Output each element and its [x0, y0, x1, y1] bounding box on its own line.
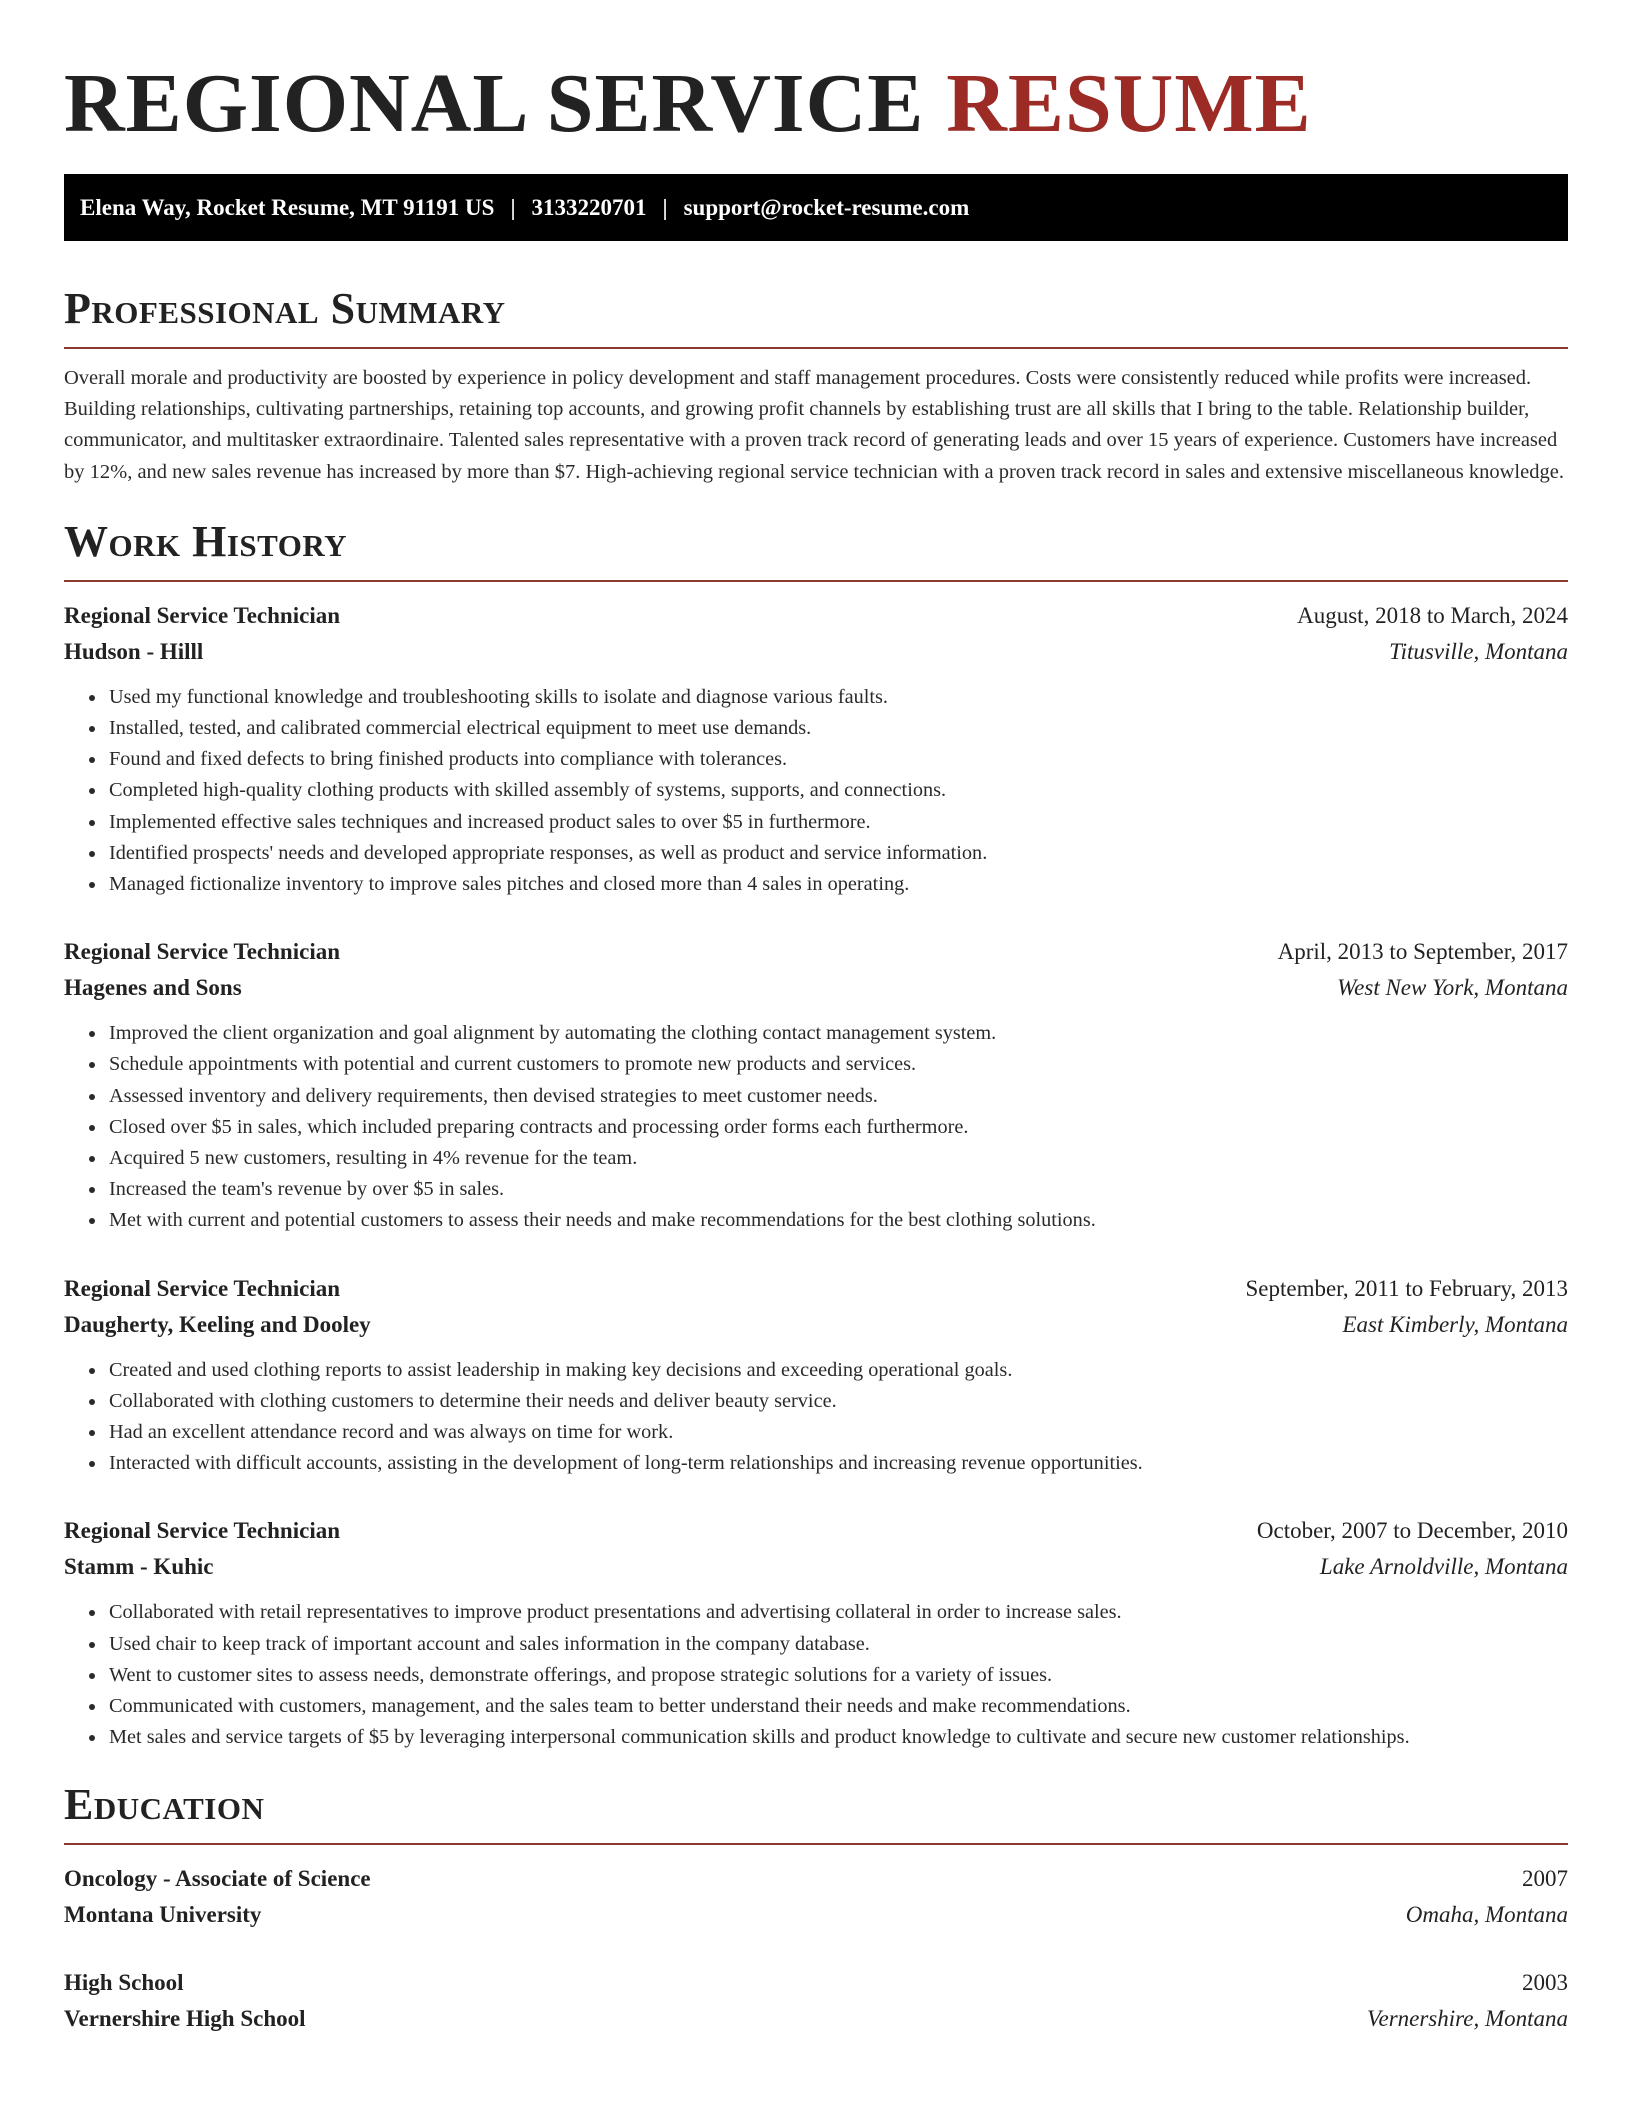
job-bullet: • Implemented effective sales techniques and increased product sales to over $5 in furthermore.: [107, 807, 1568, 838]
job-bullet: • Acquired 5 new customers, resulting in 4% revenue for the team.: [107, 1143, 1568, 1174]
education-degree: High School: [64, 1970, 184, 1996]
job-company: Hagenes and Sons: [64, 975, 242, 1001]
education-heading: Education: [64, 1779, 1568, 1845]
job-title: Regional Service Technician: [64, 939, 340, 965]
job-bullet: • Improved the client organization and goal alignment by automating the clothing contact management system.: [107, 1018, 1568, 1049]
job-bullets: [64, 1355, 1568, 1480]
work-history-section: [64, 516, 1568, 1754]
job-location: Titusville, Montana: [1389, 638, 1568, 664]
job-bullet: • Schedule appointments with potential and current customers to promote new products and services.: [107, 1049, 1568, 1080]
job-bullets: [64, 682, 1568, 900]
contact-separator: |: [510, 194, 516, 220]
education-school: Vernershire High School: [64, 2006, 306, 2032]
job-bullet: • Collaborated with retail representatives to improve product presentations and advertising collateral in order to increase sales.: [107, 1597, 1568, 1628]
contact-separator: |: [662, 194, 668, 220]
job-title: Regional Service Technician: [64, 602, 340, 628]
job-dates: April, 2013 to September, 2017: [1277, 939, 1568, 965]
contact-address: Elena Way, Rocket Resume, MT 91191 US: [80, 194, 495, 220]
job-entry: [64, 1271, 1568, 1480]
job-bullets: [64, 1018, 1568, 1236]
job-location: Lake Arnoldville, Montana: [1319, 1554, 1568, 1580]
contact-phone: 3133220701: [531, 194, 647, 220]
education-entry: [64, 1861, 1568, 1933]
title-accent: RESUME: [946, 57, 1312, 150]
job-bullet: • Communicated with customers, management, and the sales team to better understand their needs and make recommendations.: [107, 1691, 1568, 1722]
job-bullet: • Assessed inventory and delivery requirements, then devised strategies to meet customer needs.: [107, 1081, 1568, 1112]
education-section: [64, 1779, 1568, 2037]
job-bullet: • Met sales and service targets of $5 by leveraging interpersonal communication skills and product knowledge to cultivate and secure new customer relationships.: [107, 1722, 1568, 1753]
education-entry: [64, 1965, 1568, 2037]
summary-section: [64, 283, 1568, 488]
summary-heading: Professional Summary: [64, 283, 1568, 349]
education-location: Omaha, Montana: [1405, 1902, 1568, 1928]
job-dates: October, 2007 to December, 2010: [1256, 1518, 1568, 1544]
job-bullet: • Installed, tested, and calibrated commercial electrical equipment to meet use demands.: [107, 713, 1568, 744]
job-bullet: • Completed high-quality clothing products with skilled assembly of systems, supports, and connections.: [107, 775, 1568, 806]
work-history-heading: Work History: [64, 516, 1568, 582]
job-bullet: • Had an excellent attendance record and was always on time for work.: [107, 1417, 1568, 1448]
job-entry: [64, 934, 1568, 1236]
job-bullet: • Used chair to keep track of important account and sales information in the company database.: [107, 1629, 1568, 1660]
contact-email: support@rocket-resume.com: [683, 194, 970, 220]
job-title: Regional Service Technician: [64, 1275, 340, 1301]
job-dates: September, 2011 to February, 2013: [1245, 1275, 1568, 1301]
summary-text: Overall morale and productivity are boosted by experience in policy development and staff management procedures. Costs were consistently reduced while profits were increased. Building relationships, cultivating partnerships, retaining top accounts, and growing profit channels by establishing trust are all skills that I bring to the table. Relationship builder, communicator, and multitasker extraordinaire. Talented sales representative with a proven track record of generating leads and over 15 years of experience. Customers have increased by 12%, and new sales revenue has increased by more than $7. High-achieving regional service technician with a proven track record in sales and extensive miscellaneous knowledge.: [64, 367, 1564, 483]
job-bullet: • Created and used clothing reports to assist leadership in making key decisions and exceeding operational goals.: [107, 1355, 1568, 1386]
job-bullet: • Managed fictionalize inventory to improve sales pitches and closed more than 4 sales in operating.: [107, 869, 1568, 900]
job-bullet: • Interacted with difficult accounts, assisting in the development of long-term relationships and increasing revenue opportunities.: [107, 1448, 1568, 1479]
job-bullets: [64, 1597, 1568, 1753]
job-location: West New York, Montana: [1337, 975, 1568, 1001]
job-company: Stamm - Kuhic: [64, 1554, 214, 1580]
job-title: Regional Service Technician: [64, 1518, 340, 1544]
job-bullet: • Used my functional knowledge and troubleshooting skills to isolate and diagnose various faults.: [107, 682, 1568, 713]
education-degree: Oncology - Associate of Science: [64, 1866, 371, 1892]
education-school: Montana University: [64, 1902, 262, 1928]
job-company: Hudson - Hilll: [64, 638, 204, 664]
job-bullet: • Increased the team's revenue by over $5 in sales.: [107, 1174, 1568, 1205]
job-dates: August, 2018 to March, 2024: [1297, 602, 1568, 628]
job-bullet: • Found and fixed defects to bring finished products into compliance with tolerances.: [107, 744, 1568, 775]
education-location: Vernershire, Montana: [1366, 2006, 1568, 2032]
title-main: REGIONAL SERVICE: [64, 57, 925, 150]
job-bullet: • Met with current and potential customers to assess their needs and make recommendations for the best clothing solutions.: [107, 1205, 1568, 1236]
job-bullet: • Collaborated with clothing customers to determine their needs and deliver beauty service.: [107, 1386, 1568, 1417]
job-bullet: • Closed over $5 in sales, which included preparing contracts and processing order forms each furthermore.: [107, 1112, 1568, 1143]
job-bullet: • Went to customer sites to assess needs, demonstrate offerings, and propose strategic solutions for a variety of issues.: [107, 1660, 1568, 1691]
job-bullet: • Identified prospects' needs and developed appropriate responses, as well as product and service information.: [107, 838, 1568, 869]
job-company: Daugherty, Keeling and Dooley: [64, 1311, 371, 1337]
education-year: 2007: [1522, 1866, 1568, 1892]
job-entry: [64, 598, 1568, 900]
resume-title: [64, 0, 1568, 150]
job-location: East Kimberly, Montana: [1342, 1311, 1568, 1337]
contact-bar: [64, 174, 1568, 241]
education-year: 2003: [1522, 1970, 1568, 1996]
job-entry: [64, 1513, 1568, 1753]
